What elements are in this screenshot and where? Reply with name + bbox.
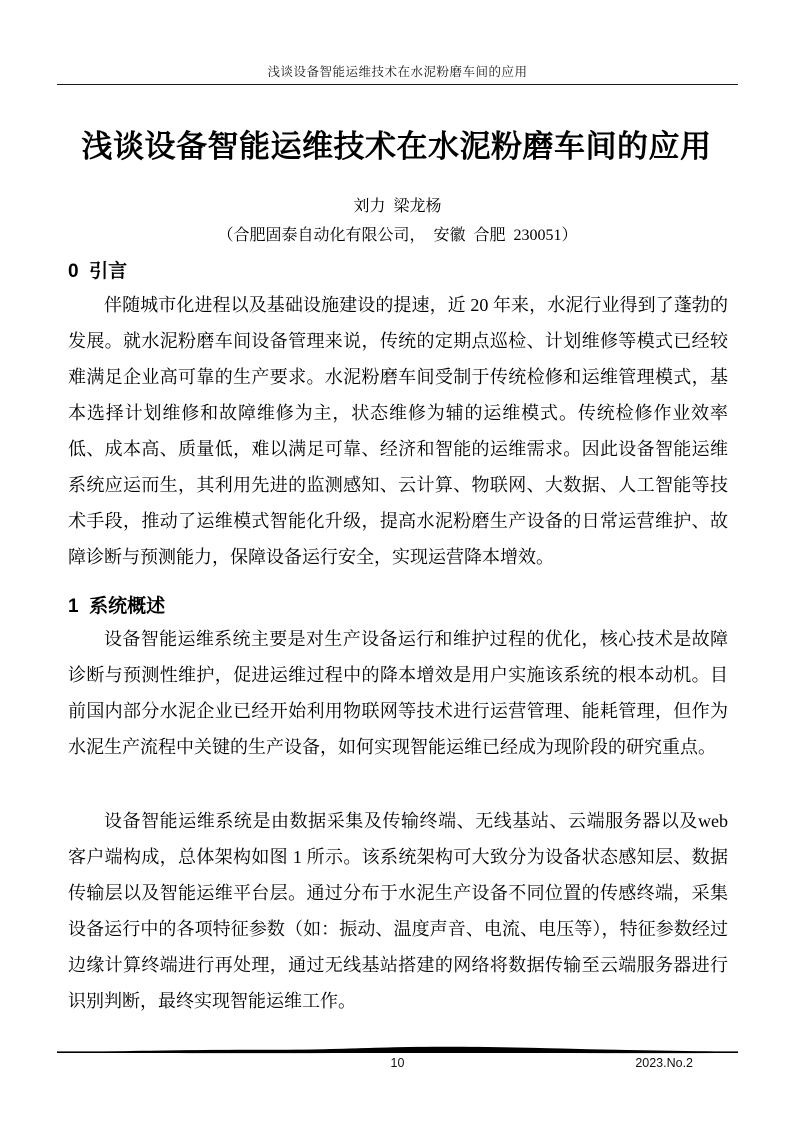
authors-line: 刘力 梁龙杨 [353, 198, 442, 215]
footer-thick-rule [57, 1044, 738, 1056]
section-heading-system-overview: 1 系统概述 [68, 596, 166, 617]
affiliation-line: （合肥固泰自动化有限公司， 安徽 合肥 230051） [217, 227, 578, 244]
header-rule [57, 84, 738, 85]
paragraph-system-overview-2: 设备智能运维系统是由数据采集及传输终端、无线基站、云端服务器以及web 客户端构成，总体架构如图 1 所示。该系统架构可大致分为设备状态感知层、数据传输层以及智能运维平台层。通过分布于水泥生产设备不同位置的传感终端，采集设备运行中的各项特征参数（如：振动、温度声音、电流、电压等），特征参数经过边缘计算终端进行再处理，通过无线基站搭建的网络将数据传输至云端服务器进行识别判断，最终实现智能运维工作。 [68, 811, 728, 1011]
page-footer [57, 1056, 738, 1074]
running-head-title: 浅谈设备智能运维技术在水泥粉磨车间的应用 [267, 65, 528, 79]
paragraph-system-overview-1: 设备智能运维系统主要是对生产设备运行和维护过程的优化，核心技术是故障诊断与预测性维护，促进运维过程中的降本增效是用户实施该系统的根本动机。目前国内部分水泥企业已经开始利用物联网等技术进行运营管理、能耗管理，但作为水泥生产流程中关键的生产设备，如何实现智能运维已经成为现阶段的研究重点。 [68, 629, 728, 757]
paragraph-introduction: 伴随城市化进程以及基础设施建设的提速，近 20 年来，水泥行业得到了蓬勃的发展。就水泥粉磨车间设备管理来说，传统的定期点巡检、计划维修等模式已经较难满足企业高可靠的生产要求。水泥粉磨车间受制于传统检修和运维管理模式，基本选择计划维修和故障维修为主，状态维修为辅的运维模式。传统检修作业效率低、成本高、质量低，难以满足可靠、经济和智能的运维需求。因此设备智能运维系统应运而生，其利用先进的监测感知、云计算、物联网、大数据、人工智能等技术手段，推动了运维模式智能化升级，提高水泥粉磨生产设备的日常运营维护、故障诊断与预测能力，保障设备运行安全，实现运营降本增效。 [68, 295, 728, 567]
issue-label: 2023.No.2 [635, 1056, 693, 1070]
article-title: 浅谈设备智能运维技术在水泥粉磨车间的应用 [81, 129, 712, 164]
section-heading-introduction: 0 引言 [68, 261, 128, 282]
page-number: 10 [390, 1056, 405, 1070]
